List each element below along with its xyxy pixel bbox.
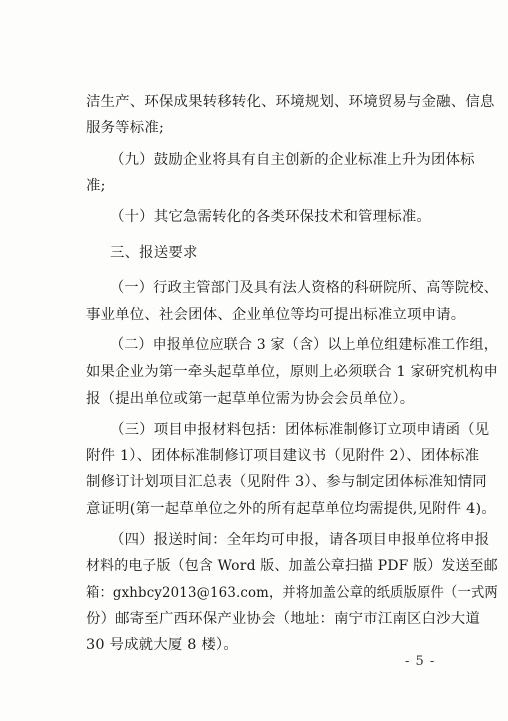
paragraph-line: 准; (86, 178, 106, 194)
paragraph-line: 如果企业为第一牵头起草单位，原则上必须联合 1 家研究机构申 (86, 364, 499, 380)
paragraph-line: 附件 1）、团体标准制修订项目建议书（见附件 2）、团体标准 (86, 448, 480, 464)
paragraph-line: （十）其它急需转化的各类环保技术和管理标准。 (110, 209, 431, 225)
section-heading: 三、报送要求 (110, 245, 198, 261)
paragraph-line: （二）申报单位应联合 3 家（含）以上单位组建标准工作组， (110, 337, 498, 353)
paragraph-line: （一）行政主管部门及具有法人资格的科研院所、高等院校、 (110, 280, 499, 296)
paragraph-line: （四）报送时间：全年均可申报，请各项目申报单位将申报 (110, 532, 490, 548)
page-number: - 5 - (405, 654, 436, 669)
paragraph-line: （三）项目申报材料包括：团体标准制修订立项申请函（见 (110, 422, 490, 438)
paragraph-line: 意证明(第一起草单位之外的所有起草单位均需提供,见附件 4)。 (86, 501, 496, 517)
paragraph-line: 报（提出单位或第一起草单位需为协会会员单位）。 (86, 391, 415, 407)
paragraph-line: 份）邮寄至广西环保产业协会（地址：南宁市江南区白沙大道 (86, 611, 480, 627)
paragraph-line: 30 号成就大厦 8 楼）。 (86, 637, 238, 653)
paragraph-line: 服务等标准; (86, 120, 165, 136)
paragraph-line: 洁生产、环保成果转移转化、环境规划、环境贸易与金融、信息 (86, 94, 495, 110)
paragraph-line: 箱：gxhbcy2013@163.com，并将加盖公章的纸质版原件（一式两 (86, 585, 498, 601)
paragraph-line: 事业单位、社会团体、企业单位等均可提出标准立项申请。 (86, 307, 466, 323)
paragraph-line: 制修订计划项目汇总表（见附件 3）、参与制定团体标准知情同 (86, 474, 487, 490)
paragraph-line: 材料的电子版（包含 Word 版、加盖公章扫描 PDF 版）发送至邮 (86, 558, 498, 574)
paragraph-line: （九）鼓励企业将具有自主创新的企业标准上升为团体标 (110, 152, 475, 168)
